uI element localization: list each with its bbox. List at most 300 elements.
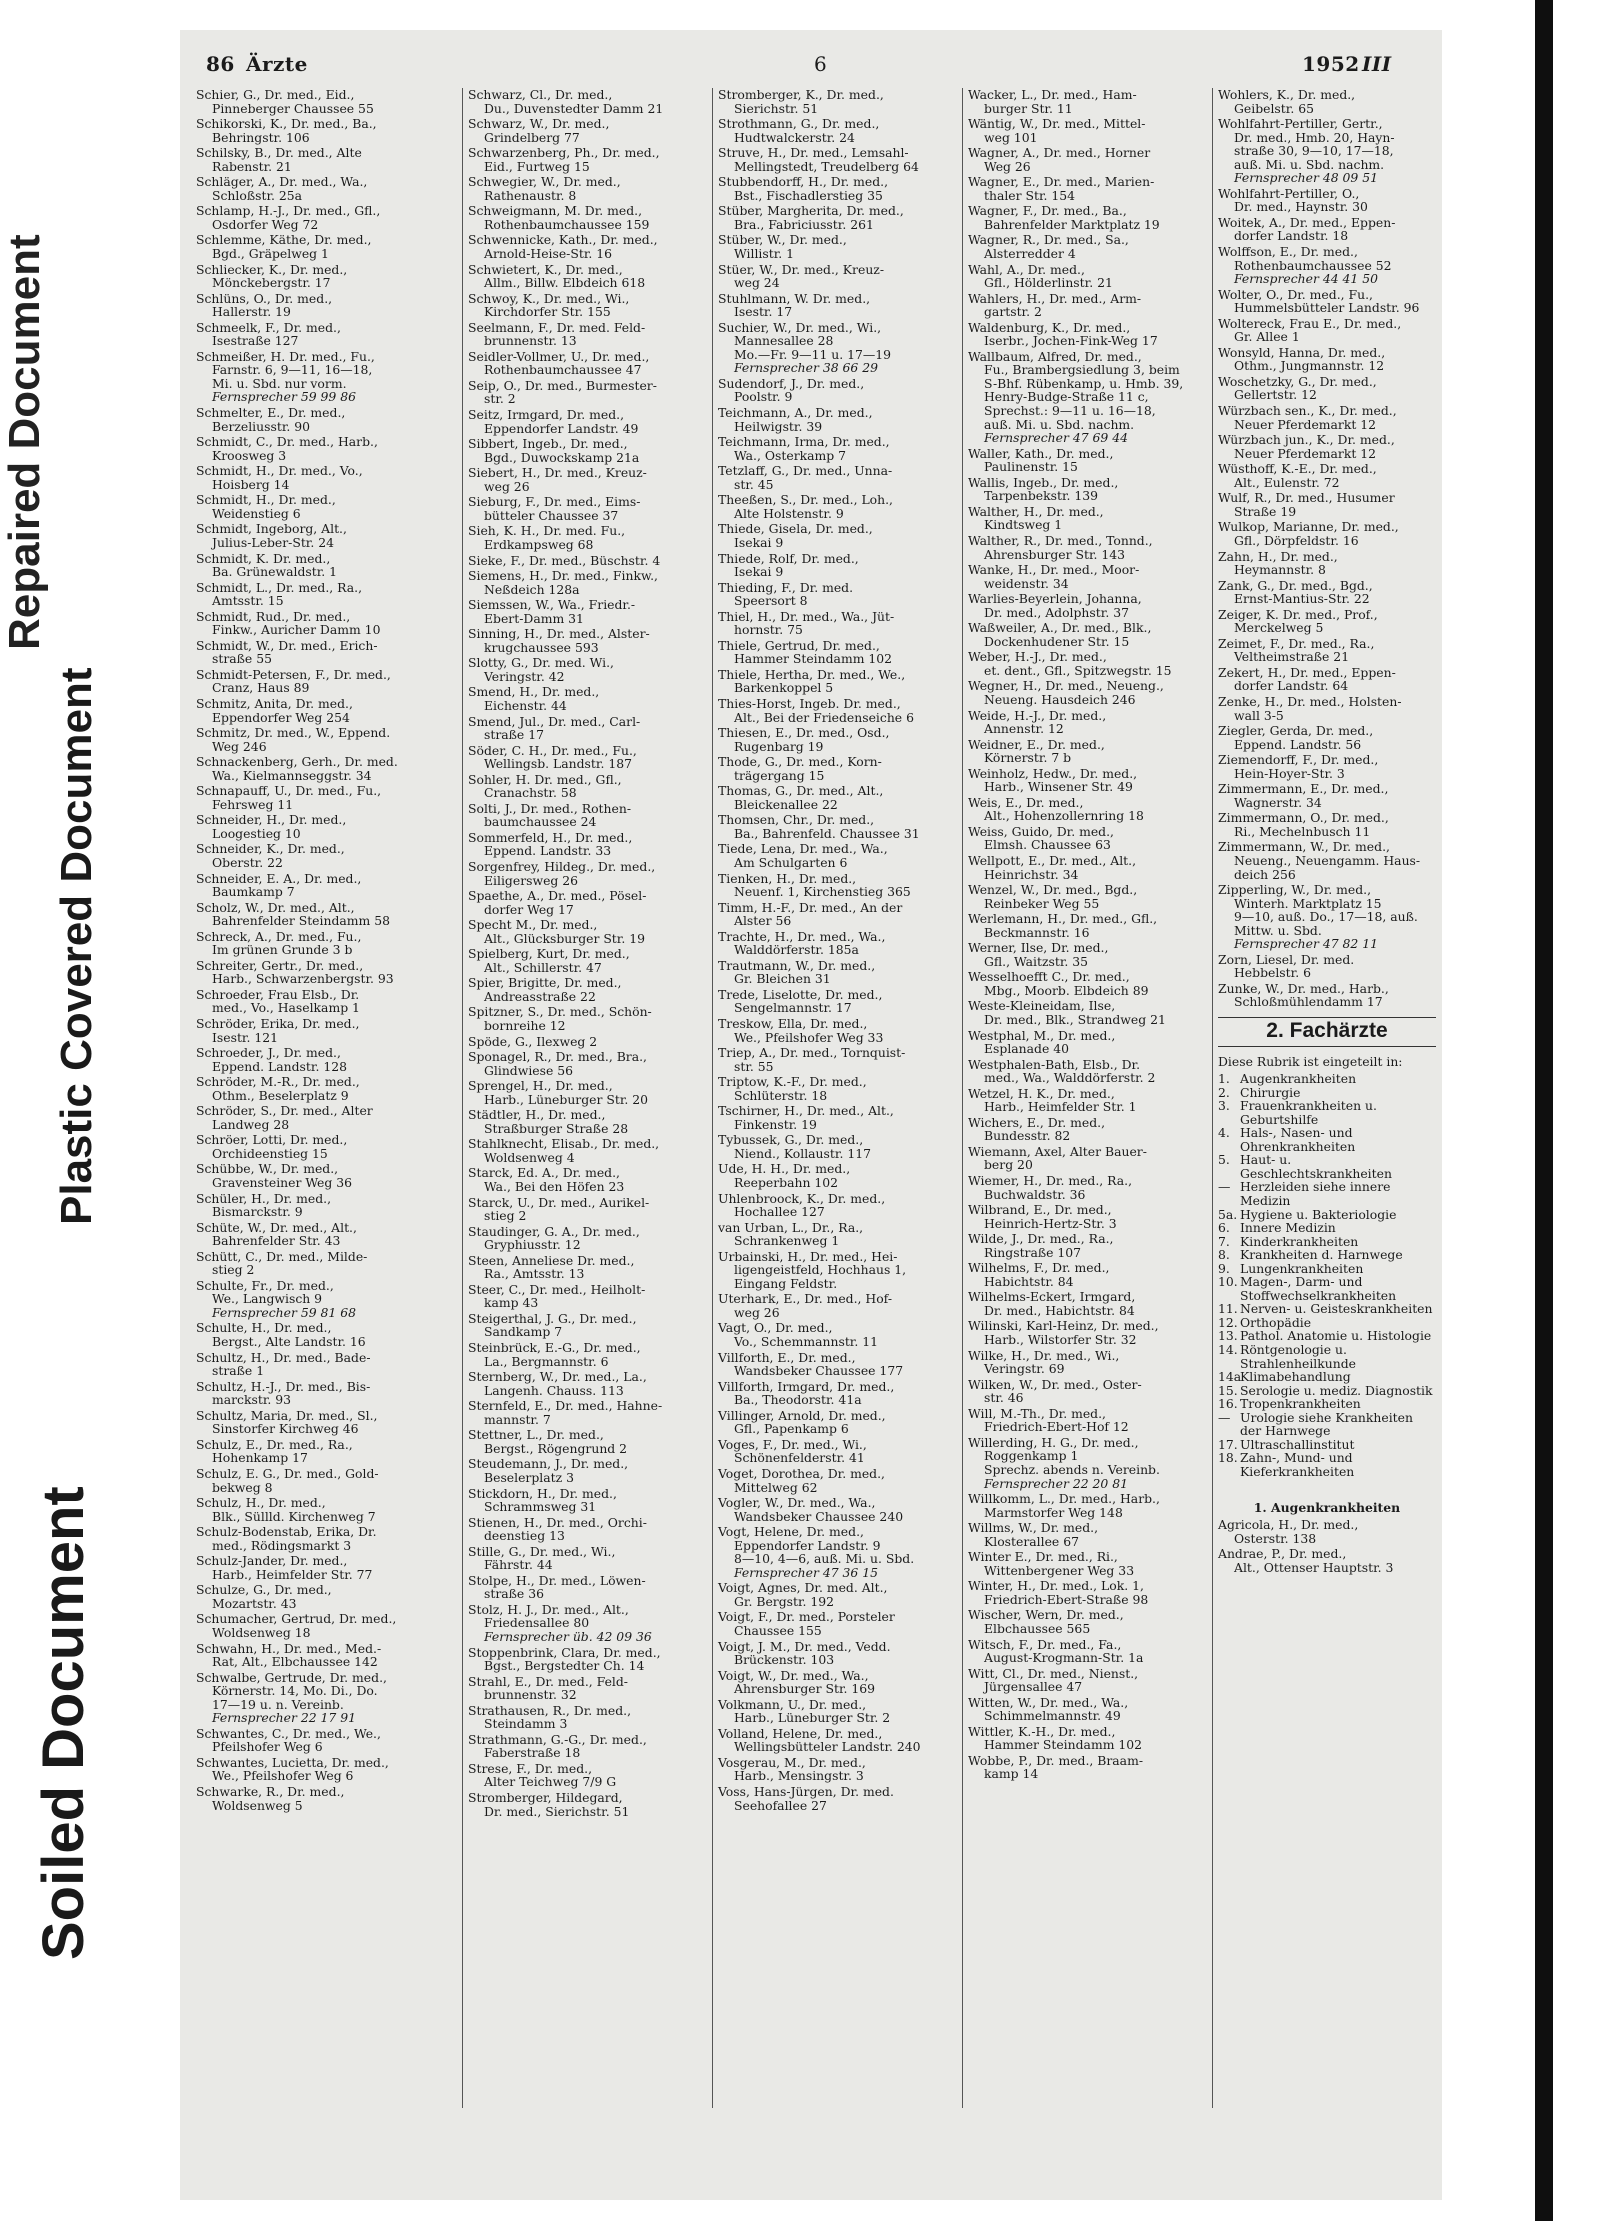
entry-detail: kamp 43	[484, 1295, 539, 1311]
entry-detail: Friedrich-Ebert-Straße 98	[984, 1591, 1149, 1607]
directory-entry	[718, 1046, 958, 1073]
entry-name: Wahlers, H., Dr. med., Arm-	[968, 290, 1142, 306]
entry-name: Schmidt-Petersen, F., Dr. med.,	[196, 666, 391, 682]
entry-detail: Harb., Schwarzenbergstr. 93	[212, 971, 394, 987]
directory-entry	[468, 860, 708, 887]
entry-name: Schliecker, K., Dr. med.,	[196, 261, 348, 277]
directory-entry	[468, 263, 708, 290]
entry-name: Wäntig, W., Dr. med., Mittel-	[968, 116, 1146, 132]
entry-detail: Finkenstr. 19	[734, 1116, 817, 1132]
directory-entry	[196, 1192, 458, 1219]
directory-entry	[1218, 608, 1436, 635]
entry-detail: Buchwaldstr. 36	[984, 1186, 1086, 1202]
entry-name: Schwantes, C., Dr. med., We.,	[196, 1725, 381, 1741]
entry-name: Wagner, R., Dr. med., Sa.,	[968, 232, 1129, 248]
directory-entry	[718, 1104, 958, 1131]
rubrik-item	[1218, 1275, 1436, 1302]
entry-name: Ziemendorff, F., Dr. med.,	[1218, 752, 1379, 768]
directory-entry	[468, 233, 708, 260]
directory-entry	[468, 1428, 708, 1455]
directory-entry	[718, 1321, 958, 1348]
directory-entry	[968, 1754, 1208, 1781]
entry-detail: Neueng., Neuengamm. Haus-	[1234, 852, 1421, 868]
entry-name: Starck, Ed. A., Dr. med.,	[468, 1165, 620, 1181]
entry-name: Volland, Helene, Dr. med.,	[718, 1725, 883, 1741]
entry-detail: Sandkamp 7	[484, 1324, 563, 1340]
entry-detail: Du., Duvenstedter Damm 21	[484, 100, 664, 116]
entry-detail: str. 2	[484, 391, 516, 407]
directory-entry	[718, 117, 958, 144]
entry-name: Schneider, E. A., Dr. med.,	[196, 870, 362, 886]
directory-entry	[196, 175, 458, 202]
entry-name: Strathausen, R., Dr. med.,	[468, 1702, 632, 1718]
entry-name: Willkomm, L., Dr. med., Harb.,	[968, 1491, 1160, 1507]
directory-entry	[468, 1762, 708, 1789]
entry-detail: Gryphiusstr. 12	[484, 1237, 581, 1253]
entry-detail: Sinstorfer Kirchweg 46	[212, 1421, 359, 1437]
entry-name: Schreiter, Gertr., Dr. med.,	[196, 957, 364, 973]
entry-name: Wallbaum, Alfred, Dr. med.,	[968, 348, 1142, 364]
directory-entry	[196, 1671, 458, 1725]
directory-entry	[718, 988, 958, 1015]
directory-entry	[468, 976, 708, 1003]
entry-detail: hornstr. 75	[734, 622, 803, 638]
directory-entry	[468, 947, 708, 974]
entry-detail: Wellingsbütteler Landstr. 240	[734, 1739, 921, 1755]
entry-detail: Am Schulgarten 6	[734, 854, 848, 870]
entry-detail: Hohenkamp 17	[212, 1450, 308, 1466]
directory-entry	[718, 263, 958, 290]
entry-name: Schübbe, W., Dr. med.,	[196, 1161, 339, 1177]
entry-detail: Ri., Mechelnbusch 11	[1234, 823, 1371, 839]
entry-detail: Ahrensburger Str. 169	[734, 1681, 876, 1697]
directory-entry	[718, 1669, 958, 1696]
entry-name: Steer, C., Dr. med., Heilholt-	[468, 1281, 646, 1297]
entry-detail: auß. Mi. u. Sbd. nachm.	[984, 416, 1135, 432]
directory-entry	[468, 379, 708, 406]
entry-name: Würzbach sen., K., Dr. med.,	[1218, 403, 1397, 419]
directory-entry	[1218, 462, 1436, 489]
rubrik-label: Tropenkrankheiten	[1240, 1396, 1361, 1412]
directory-entry	[196, 146, 458, 173]
entry-detail: Bergst., Alte Landstr. 16	[212, 1334, 366, 1350]
entry-name: Solti, J., Dr. med., Rothen-	[468, 800, 632, 816]
entry-name: Zipperling, W., Dr. med.,	[1218, 882, 1372, 898]
entry-detail: Wa., Bei den Höfen 23	[484, 1179, 625, 1195]
entry-detail: Marmstorfer Weg 148	[984, 1504, 1123, 1520]
entry-detail: Ba. Grünewaldstr. 1	[212, 564, 338, 580]
entry-name: Zimmermann, W., Dr. med.,	[1218, 839, 1390, 855]
directory-entry	[196, 1075, 458, 1102]
entry-detail: Hallerstr. 19	[212, 304, 291, 320]
entry-name: Stubbendorff, H., Dr. med.,	[718, 174, 889, 190]
entry-name: Schumacher, Gertrud, Dr. med.,	[196, 1611, 397, 1627]
rubrik-number: 5a.	[1218, 1206, 1238, 1222]
directory-entry	[196, 292, 458, 319]
entry-name: Stromberger, K., Dr. med.,	[718, 87, 884, 102]
entry-name: Suchier, W., Dr. med., Wi.,	[718, 319, 882, 335]
directory-entry	[468, 1005, 708, 1032]
directory-entry	[1218, 579, 1436, 606]
directory-entry	[468, 437, 708, 464]
directory-entry	[968, 970, 1208, 997]
entry-phone: Fernsprecher 59 81 68	[212, 1304, 356, 1320]
entry-name: Uhlenbroock, K., Dr. med.,	[718, 1190, 886, 1206]
directory-entry	[718, 813, 958, 840]
entry-name: Schmeißer, H. Dr. med., Fu.,	[196, 348, 375, 364]
directory-entry	[1218, 637, 1436, 664]
entry-detail: Mo.—Fr. 9—11 u. 17—19	[734, 346, 892, 362]
entry-name: Steigerthal, J. G., Dr. med.,	[468, 1310, 637, 1326]
entry-name: Wiemer, H., Dr. med., Ra.,	[968, 1173, 1133, 1189]
directory-entry	[968, 1521, 1208, 1548]
entry-detail: Ba., Bahrenfeld. Chaussee 31	[734, 825, 920, 841]
entry-detail: Weidenstieg 6	[212, 505, 301, 521]
directory-entry	[468, 831, 708, 858]
entry-name: Wulkop, Marianne, Dr. med.,	[1218, 519, 1399, 535]
rubrik-item	[1218, 1153, 1436, 1180]
entry-name: Stüber, W., Dr. med.,	[718, 232, 847, 248]
rubrik-item	[1218, 1208, 1436, 1222]
entry-detail: Niend., Kollaustr. 117	[734, 1145, 871, 1161]
directory-entry	[968, 796, 1208, 823]
directory-entry	[196, 1785, 458, 1812]
rubrik-number: —	[1218, 1409, 1231, 1425]
directory-entry	[468, 715, 708, 742]
directory-entry	[1218, 695, 1436, 722]
entry-detail: Klosterallee 67	[984, 1533, 1079, 1549]
entry-name: Schwantes, Lucietta, Dr. med.,	[196, 1754, 389, 1770]
entry-detail: gartstr. 2	[984, 304, 1042, 320]
entry-name: Strahl, E., Dr. med., Feld-	[468, 1673, 628, 1689]
entry-detail: Harb., Heimfelder Str. 1	[984, 1099, 1137, 1115]
directory-entry	[968, 1436, 1208, 1490]
entry-detail: Veringstr. 42	[484, 668, 565, 684]
entry-name: Zimmermann, E., Dr. med.,	[1218, 781, 1389, 797]
directory-entry	[968, 117, 1208, 144]
entry-detail: brunnenstr. 13	[484, 333, 577, 349]
directory-entry	[196, 1554, 458, 1581]
entry-name: Steen, Anneliese Dr. med.,	[468, 1252, 635, 1268]
entry-name: Urbainski, H., Dr. med., Hei-	[718, 1248, 898, 1264]
entry-detail: Ba., Theodorstr. 41a	[734, 1392, 862, 1408]
directory-entry	[468, 744, 708, 771]
entry-detail: str. 46	[984, 1390, 1024, 1406]
entry-detail: Kindtsweg 1	[984, 517, 1063, 533]
entry-detail: Neßdeich 128a	[484, 581, 580, 597]
directory-entry	[468, 1225, 708, 1252]
directory-entry	[1218, 520, 1436, 547]
entry-name: Wegner, H., Dr. med., Neueng.,	[968, 678, 1164, 694]
directory-entry	[718, 175, 958, 202]
entry-name: Schläger, A., Dr. med., Wa.,	[196, 174, 368, 190]
entry-name: Trede, Liselotte, Dr. med.,	[718, 986, 883, 1002]
entry-detail: Behringstr. 106	[212, 129, 310, 145]
entry-name: Stüer, W., Dr. med., Kreuz-	[718, 261, 885, 277]
entry-name: Smend, Jul., Dr. med., Carl-	[468, 713, 641, 729]
entry-name: Walther, R., Dr. med., Tonnd.,	[968, 532, 1153, 548]
entry-name: Schmidt, Ingeborg, Alt.,	[196, 521, 347, 537]
directory-entry	[718, 204, 958, 231]
directory-entry	[968, 505, 1208, 532]
entry-detail: Fährstr. 44	[484, 1557, 553, 1573]
directory-entry	[468, 88, 708, 115]
entry-detail: Orchideenstieg 15	[212, 1145, 328, 1161]
entry-detail: Gfl., Hölderlinstr. 21	[984, 275, 1113, 291]
directory-entry	[196, 668, 458, 695]
directory-entry	[468, 408, 708, 435]
directory-entry	[196, 435, 458, 462]
directory-entry	[968, 1203, 1208, 1230]
entry-name: Schmidt, W., Dr. med., Erich-	[196, 637, 378, 653]
entry-detail: Wellingsb. Landstr. 187	[484, 756, 632, 772]
entry-name: Voigt, J. M., Dr. med., Vedd.	[718, 1638, 891, 1654]
entry-detail: Alsterredder 4	[984, 246, 1076, 262]
entry-name: Thode, G., Dr. med., Korn-	[718, 754, 882, 770]
entry-name: Staudinger, G. A., Dr. med.,	[468, 1223, 640, 1239]
entry-name: Werlemann, H., Dr. med., Gfl.,	[968, 911, 1158, 927]
directory-entry	[968, 1087, 1208, 1114]
stamp-repaired-document: Repaired Document	[0, 234, 49, 650]
directory-entry	[468, 204, 708, 231]
directory-entry	[968, 1608, 1208, 1635]
directory-entry	[468, 685, 708, 712]
rubrik-item	[1218, 1072, 1436, 1086]
rubrik-label: Krankheiten d. Harnwege	[1240, 1247, 1403, 1263]
directory-entry	[468, 1516, 708, 1543]
directory-entry	[718, 581, 958, 608]
directory-entry	[718, 435, 958, 462]
entry-detail: deich 256	[1234, 866, 1296, 882]
entry-name: Siebert, H., Dr. med., Kreuz-	[468, 465, 647, 481]
entry-name: Schnackenberg, Gerh., Dr. med.	[196, 754, 398, 770]
entry-detail: Straßburger Straße 28	[484, 1120, 629, 1136]
entry-detail: Bahrenfelder Str. 43	[212, 1233, 341, 1249]
entry-name: Schwegier, W., Dr. med.,	[468, 174, 621, 190]
rubrik-item	[1218, 1384, 1436, 1398]
entry-detail: Habichtstr. 84	[984, 1273, 1074, 1289]
entry-detail: Rat, Alt., Elbchaussee 142	[212, 1654, 378, 1670]
entry-name: Theeßen, S., Dr. med., Loh.,	[718, 492, 893, 508]
entry-name: Zimmermann, O., Dr. med.,	[1218, 810, 1389, 826]
directory-entry	[718, 552, 958, 579]
entry-name: Stickdorn, H., Dr. med.,	[468, 1485, 617, 1501]
directory-entry	[1218, 1518, 1436, 1545]
directory-entry	[718, 1581, 958, 1608]
directory-entry	[1218, 317, 1436, 344]
entry-detail: Sprechz. abends n. Vereinb.	[984, 1461, 1160, 1477]
entry-detail: kamp 14	[984, 1766, 1039, 1782]
entry-name: Schwalbe, Gertrude, Dr. med.,	[196, 1669, 387, 1685]
entry-name: Trachte, H., Dr. med., Wa.,	[718, 928, 886, 944]
entry-detail: Speersort 8	[734, 593, 808, 609]
directory-entry	[196, 204, 458, 231]
entry-detail: med., Vo., Haselkamp 1	[212, 1000, 360, 1016]
entry-detail: Harb., Wilstorfer Str. 32	[984, 1332, 1137, 1348]
directory-entry	[968, 1261, 1208, 1288]
rubrik-item	[1218, 1438, 1436, 1452]
entry-name: Strothmann, G., Dr. med.,	[718, 116, 880, 132]
directory-column	[196, 88, 458, 1814]
rubrik-label: Kinderkrankheiten	[1240, 1233, 1359, 1249]
directory-entry	[196, 784, 458, 811]
entry-name: Schwarke, R., Dr. med.,	[196, 1783, 345, 1799]
directory-entry	[196, 1467, 458, 1494]
entry-detail: straße 30, 9—10, 17—18,	[1234, 143, 1394, 159]
directory-entry	[1218, 375, 1436, 402]
entry-detail: Woldsenweg 4	[484, 1149, 575, 1165]
entry-name: Schreck, A., Dr. med., Fu.,	[196, 928, 362, 944]
entry-name: Stoppenbrink, Clara, Dr. med.,	[468, 1644, 661, 1660]
entry-detail: Reinbeker Weg 55	[984, 895, 1100, 911]
entry-detail: Alt., Eulenstr. 72	[1234, 474, 1340, 490]
entry-name: Thomas, G., Dr. med., Alt.,	[718, 783, 884, 799]
entry-name: Zenke, H., Dr. med., Holsten-	[1218, 693, 1402, 709]
entry-name: Timm, H.-F., Dr. med., An der	[718, 899, 903, 915]
entry-detail: Schrankenweg 1	[734, 1233, 840, 1249]
entry-name: Zank, G., Dr. med., Bgd.,	[1218, 577, 1373, 593]
directory-entry	[718, 88, 958, 115]
entry-detail: weg 24	[734, 275, 780, 291]
binding-edge	[1535, 0, 1553, 2221]
directory-column	[1218, 88, 1436, 1576]
entry-detail: Eppendorfer Landstr. 49	[484, 420, 639, 436]
directory-entry	[968, 321, 1208, 348]
entry-phone: Fernsprecher 47 82 11	[1234, 936, 1378, 952]
entry-name: Voget, Dorothea, Dr. med.,	[718, 1465, 885, 1481]
entry-detail: brunnenstr. 32	[484, 1687, 577, 1703]
entry-detail: Alster 56	[734, 913, 792, 929]
entry-name: Sohler, H. Dr. med., Gfl.,	[468, 771, 622, 787]
rubrik-item	[1218, 1397, 1436, 1411]
directory-entry	[196, 1496, 458, 1523]
directory-entry	[468, 1166, 708, 1193]
rubrik-item	[1218, 1099, 1436, 1126]
entry-name: Schroeder, J., Dr. med.,	[196, 1045, 341, 1061]
entry-detail: Merckelweg 5	[1234, 620, 1324, 636]
entry-detail: Wa., Kielmannseggstr. 34	[212, 767, 372, 783]
entry-detail: Paulinenstr. 15	[984, 459, 1078, 475]
directory-entry	[968, 1579, 1208, 1606]
entry-name: Witt, Cl., Dr. med., Nienst.,	[968, 1665, 1139, 1681]
entry-name: Wesselhoefft C., Dr. med.,	[968, 969, 1130, 985]
rubrik-item	[1218, 1302, 1436, 1316]
entry-name: Wallis, Ingeb., Dr. med.,	[968, 474, 1119, 490]
directory-entry	[468, 1196, 708, 1223]
directory-entry	[196, 872, 458, 899]
entry-detail: Erdkampsweg 68	[484, 536, 594, 552]
entry-detail: Baumkamp 7	[212, 884, 295, 900]
entry-detail: Neueng. Hausdeich 246	[984, 691, 1136, 707]
directory-entry	[1218, 245, 1436, 286]
entry-detail: Eichenstr. 44	[484, 697, 567, 713]
rubrik-number: 4.	[1218, 1125, 1230, 1141]
entry-name: Schröder, S., Dr. med., Alter	[196, 1103, 373, 1119]
entry-detail: Dr. med., Blk., Strandweg 21	[984, 1012, 1166, 1027]
entry-name: Sommerfeld, H., Dr. med.,	[468, 829, 633, 845]
entry-name: Schneider, H., Dr. med.,	[196, 812, 347, 828]
rubrik-item	[1218, 1451, 1436, 1478]
entry-name: Vogler, W., Dr. med., Wa.,	[718, 1495, 876, 1511]
entry-name: Schnapauff, U., Dr. med., Fu.,	[196, 783, 382, 799]
rubrik-intro: Diese Rubrik ist eingeteilt in:	[1218, 1053, 1403, 1069]
directory-entry	[968, 1492, 1208, 1519]
rubrik-label: Orthopädie	[1240, 1314, 1312, 1330]
directory-entry	[1218, 883, 1436, 951]
entry-name: Winter, H., Dr. med., Lok. 1,	[968, 1578, 1144, 1594]
entry-detail: weg 26	[484, 478, 530, 494]
entry-name: Wonsyld, Hanna, Dr. med.,	[1218, 344, 1386, 360]
entry-name: Westphalen-Bath, Elsb., Dr.	[968, 1056, 1141, 1072]
entry-name: Seelmann, F., Dr. med. Feld-	[468, 319, 646, 335]
entry-name: Sibbert, Ingeb., Dr. med.,	[468, 436, 628, 452]
entry-name: Stolpe, H., Dr. med., Löwen-	[468, 1572, 646, 1588]
page-margin	[1442, 0, 1600, 2221]
directory-entry	[1218, 187, 1436, 214]
entry-detail: Amtsstr. 15	[212, 593, 284, 609]
rubrik-number: 10.	[1218, 1274, 1238, 1290]
entry-detail: trägergang 15	[734, 767, 825, 783]
entry-name: Seitz, Irmgard, Dr. med.,	[468, 407, 625, 423]
entry-name: Vosgerau, M., Dr. med.,	[718, 1754, 866, 1770]
entry-name: Spaethe, A., Dr. med., Pösel-	[468, 888, 647, 904]
column-rule	[462, 88, 463, 2108]
directory-entry	[718, 1727, 958, 1754]
directory-entry	[968, 1145, 1208, 1172]
directory-column	[968, 88, 1208, 1783]
page-number: 86	[206, 52, 235, 76]
rubrik-label: Röntgenologie u. Strahlenheilkunde	[1240, 1342, 1357, 1371]
directory-entry	[1218, 216, 1436, 243]
entry-name: Schüte, W., Dr. med., Alt.,	[196, 1219, 357, 1235]
entry-name: Villforth, Irmgard, Dr. med.,	[718, 1378, 895, 1394]
entry-name: Spier, Brigitte, Dr. med.,	[468, 975, 622, 991]
entry-detail: Elbchaussee 565	[984, 1620, 1091, 1636]
directory-entry	[468, 656, 708, 683]
entry-name: Sorgenfrey, Hildeg., Dr. med.,	[468, 858, 656, 874]
directory-entry	[718, 1075, 958, 1102]
entry-detail: Landweg 28	[212, 1116, 290, 1132]
section-title: Ärzte	[246, 52, 308, 76]
entry-detail: straße 55	[212, 651, 272, 667]
directory-entry	[968, 1349, 1208, 1376]
directory-entry	[1218, 753, 1436, 780]
rubrik-number: 16.	[1218, 1396, 1238, 1412]
entry-name: Wagner, F., Dr. med., Ba.,	[968, 203, 1127, 219]
directory-entry	[468, 918, 708, 945]
entry-phone: Fernsprecher üb. 42 09 36	[484, 1628, 652, 1644]
column-rule	[962, 88, 963, 2108]
directory-entry	[968, 1725, 1208, 1752]
entry-detail: Gr. Allee 1	[1234, 329, 1300, 345]
directory-entry	[718, 1192, 958, 1219]
entry-detail: med., Wa., Walddörferstr. 2	[984, 1070, 1156, 1086]
directory-entry	[196, 1351, 458, 1378]
entry-phone: Fernsprecher 59 99 86	[212, 389, 356, 405]
entry-detail: Fehrsweg 11	[212, 796, 294, 812]
rubrik-number: 1.	[1218, 1071, 1230, 1087]
entry-name: Schwahn, H., Dr. med., Med.-	[196, 1640, 382, 1656]
entry-detail: Bismarckstr. 9	[212, 1204, 303, 1220]
directory-entry	[1218, 840, 1436, 881]
directory-entry	[196, 1017, 458, 1044]
entry-name: Wilbrand, E., Dr. med.,	[968, 1202, 1112, 1218]
entry-name: Willms, W., Dr. med.,	[968, 1520, 1099, 1536]
directory-entry	[1218, 550, 1436, 577]
entry-detail: Ringstraße 107	[984, 1244, 1082, 1260]
directory-entry	[968, 1696, 1208, 1723]
entry-name: Will, M.-Th., Dr. med.,	[968, 1405, 1106, 1421]
